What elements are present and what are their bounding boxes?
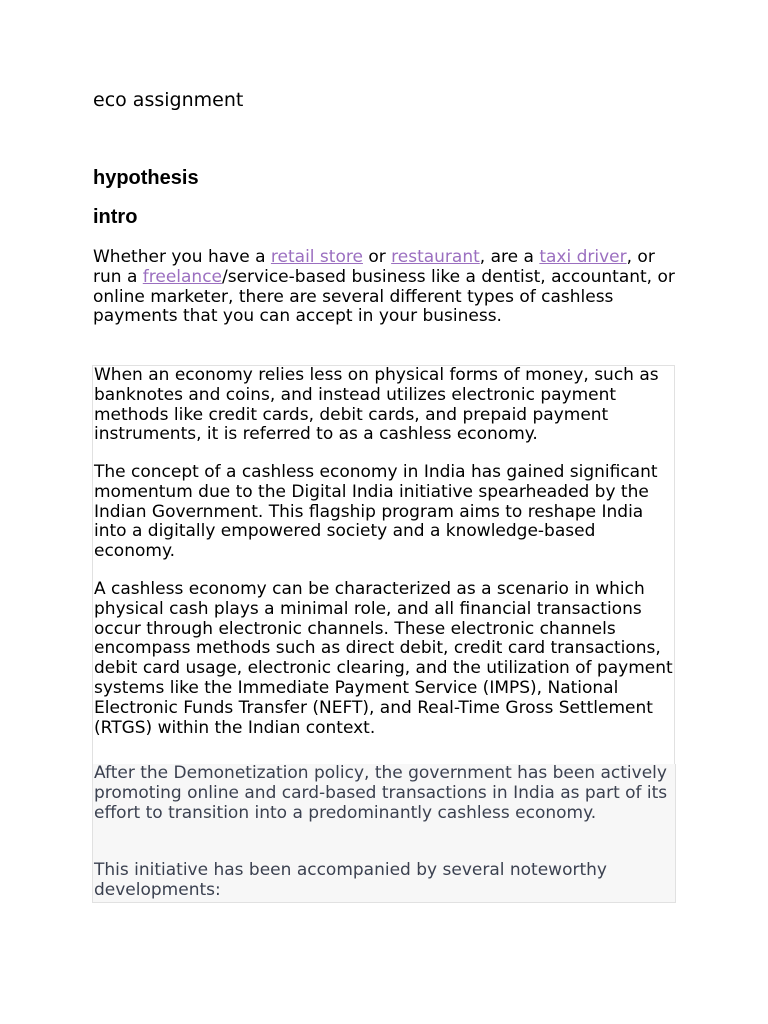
quoted-block: [92, 365, 675, 764]
link-retail-store[interactable]: retail store: [270, 247, 363, 267]
cashless-definition-paragraph: When an economy relies less on physical forms of money, such as banknotes and coins, and instead utilizes electronic payment methods like credit cards, debit cards, and prepaid payment instruments, it is referred to as a cashless economy.: [94, 365, 659, 445]
link-taxi-driver[interactable]: taxi driver: [539, 247, 627, 267]
intro-text-5: /service-based business like a dentist, accountant, or online marketer, there are several different types of cashless payments that you can accept in your business.: [93, 266, 675, 327]
digital-india-paragraph: The concept of a cashless economy in India has gained significant momentum due to the Digital India initiative spearheaded by the Indian Government. This flagship program aims to reshape India into a digitally empowered society and a knowledge-based economy.: [94, 462, 658, 562]
heading-hypothesis: hypothesis: [93, 167, 199, 189]
intro-text-2: or: [362, 247, 392, 267]
demonetization-paragraph: After the Demonetization policy, the government has been actively promoting online and card-based transactions in India as part of its effort to transition into a predominantly cashless economy.: [94, 763, 668, 823]
intro-text-4: , or run a: [93, 247, 655, 287]
intro-text-1: Whether you have a: [93, 247, 271, 267]
heading-intro: intro: [93, 206, 138, 228]
shaded-block: [92, 764, 676, 903]
document-title: eco assignment: [93, 89, 244, 111]
developments-paragraph: This initiative has been accompanied by several noteworthy developments:: [94, 860, 607, 900]
link-freelance[interactable]: freelance: [142, 266, 223, 287]
intro-text-3: , are a: [479, 247, 540, 267]
cashless-characterization-paragraph: A cashless economy can be characterized as a scenario in which physical cash plays a minimal role, and all financial transactions occur through electronic channels. These electronic channels encompass methods such as direct debit, credit card transactions, debit card usage, electronic clearing, and the utilization of payment systems like the Immediate Payment Service (IMPS), National Electronic Funds Transfer (NEFT), and Real-Time Gross Settlement (RTGS) within the Indian context.: [94, 579, 673, 738]
intro-paragraph: [93, 248, 683, 327]
link-restaurant[interactable]: restaurant: [391, 247, 480, 267]
